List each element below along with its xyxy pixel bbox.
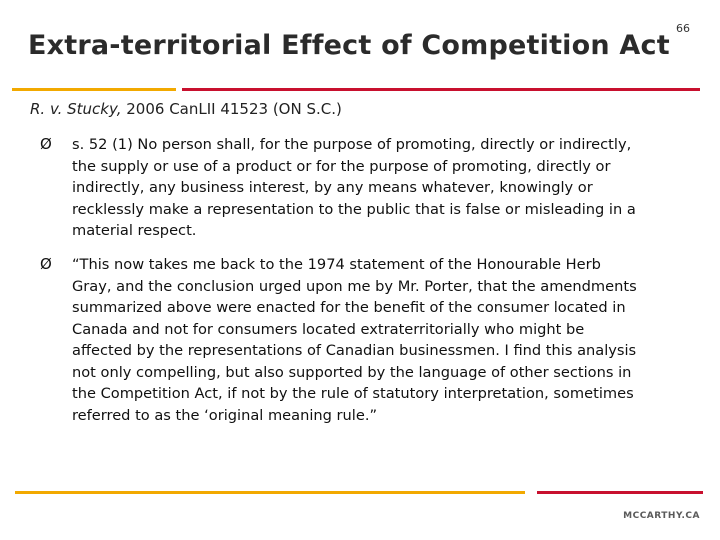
bullet-item <box>40 134 640 242</box>
page-number: 66 <box>676 22 690 35</box>
slide-title: Extra-territorial Effect of Competition Act <box>28 30 670 61</box>
footer-rule-orange <box>15 491 525 494</box>
bullet-text-statute: s. 52 (1) No person shall, for the purpose of promoting, directly or indirectly, the supply or use of a product or for the purpose of promoting, directly or indirectly, any business interest, by any means whatever, knowingly or recklessly make a representation to the public that is false or misleading in a material respect. <box>72 136 636 239</box>
case-reference: 2006 CanLII 41523 (ON S.C.) <box>121 100 342 118</box>
brand-logo: MCCARTHY.CA <box>623 511 700 521</box>
title-rule-red <box>182 88 700 91</box>
bullet-text-quote: “This now takes me back to the 1974 statement of the Honourable Herb Gray, and the conclusion urged upon me by Mr. Porter, that the amendments summarized above were enacted for the benefit of the consumer located in Canada and not for consumers located extraterritorially who might be affected by the representations of Canadian businessmen. I find this analysis not only compelling, but also supported by the language of other sections in the Competition Act, if not by the rule of statutory interpretation, sometimes referred to as the ‘original meaning rule.” <box>72 256 637 424</box>
arrow-bullet-icon: Ø <box>40 135 52 153</box>
case-name: R. v. Stucky, <box>30 100 122 118</box>
case-citation <box>30 100 342 118</box>
bullet-item <box>40 254 640 426</box>
arrow-bullet-icon: Ø <box>40 255 52 273</box>
footer-rule-red <box>537 491 703 494</box>
title-rule-orange <box>12 88 176 91</box>
